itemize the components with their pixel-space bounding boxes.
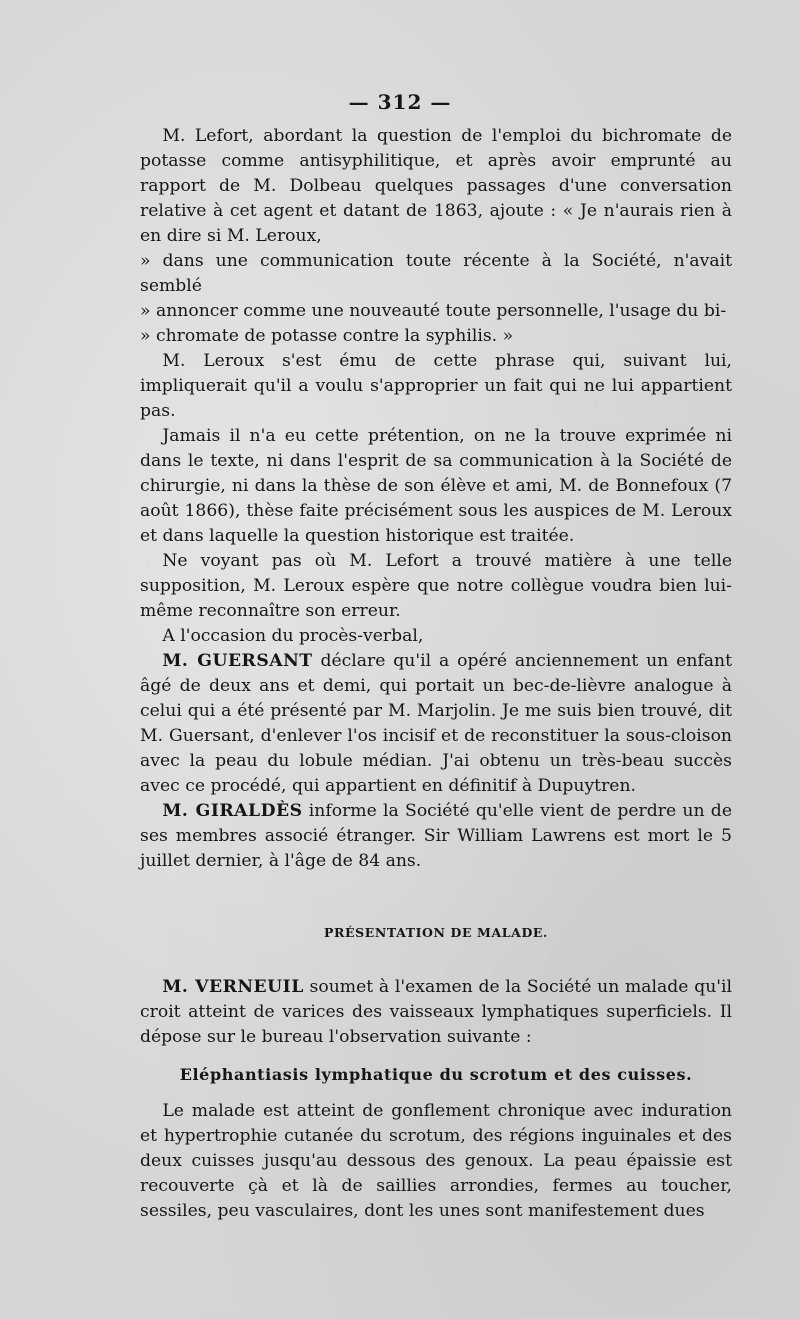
paragraph-guersant: [140, 649, 732, 799]
body-text: [140, 124, 732, 1224]
paragraph-verneuil: [140, 975, 732, 1050]
quote-line-3: » chromate de potasse contre la syphilis. »: [140, 326, 514, 346]
subsection-heading: Eléphantiasis lymphatique du scrotum et des cuisses.: [179, 1065, 693, 1084]
paragraph-leroux-pretention: Jamais il n'a eu cette prétention, on ne la trouve exprimée ni dans le texte, ni dans l'esprit de sa communication à la Société de chirurgie, ni dans la thèse de son élève et ami, M. de Bonnefoux (7 août 1866), thèse faite précisément sous les auspices de M. Leroux et dans laquelle la question historique est traitée.: [140, 426, 732, 546]
paragraph-giraldes: [140, 799, 732, 874]
paragraph-verneuil-text: soumet à l'examen de la Société un malade qu'il croit atteint de varices des vaisseaux lymphatiques superficiels. Il dépose sur le bureau l'observation suivante :: [140, 977, 733, 1047]
section-heading: PRÉSENTATION DE MALADE.: [323, 925, 548, 940]
speaker-guersant: M. GUERSANT: [162, 651, 313, 671]
paragraph-observation: Le malade est atteint de gonflement chronique avec induration et hypertrophie cutanée du scrotum, des régions inguinales et des deux cuisses jusqu'au dessous des genoux. La peau épaissie est recouverte çà et là de saillies arrondies, fermes au toucher, sessiles, peu vasculaires, dont les unes sont manifestement dues: [140, 1101, 732, 1221]
paragraph-giraldes-text: informe la Société qu'elle vient de perdre un de ses membres associé étranger. Sir William Lawrens est mort le 5 juillet dernier, à l'âge de 84 ans.: [140, 801, 732, 871]
speaker-giraldes: M. GIRALDÈS: [162, 801, 303, 821]
page-number: — 312 —: [348, 90, 452, 114]
quote-line-2: » annoncer comme une nouveauté toute personnelle, l'usage du bi-: [140, 301, 727, 321]
paragraph-leroux-reaction: M. Leroux s'est ému de cette phrase qui, suivant lui, impliquerait qu'il a voulu s'approprier un fait qui ne lui appartient pas.: [140, 351, 732, 421]
paragraph-lefort-text: M. Lefort, abordant la question de l'emploi du bichromate de potasse comme antisyphilitique, et après avoir emprunté au rapport de M. Dolbeau quelques passages d'une conversation relative à cet agent et datant de 1863, ajoute : « Je n'aurais rien à en dire si M. Leroux,: [140, 126, 732, 246]
speaker-verneuil: M. VERNEUIL: [162, 977, 304, 997]
paragraph-guersant-text: déclare qu'il a opéré anciennement un enfant âgé de deux ans et demi, qui portait un bec-de-lièvre analogue à celui qui a été présenté par M. Marjolin. Je me suis bien trouvé, dit M. Guersant, d'enlever l'os incisif et de reconstituer la sous-cloison avec la peau du lobule médian. J'ai obtenu un très-beau succès avec ce procédé, qui appartient en définitif à Dupuytren.: [140, 651, 732, 796]
paragraph-leroux-erreur: Ne voyant pas où M. Lefort a trouvé matière à une telle supposition, M. Leroux espère que notre collègue voudra bien lui-même reconnaître son erreur.: [140, 551, 732, 621]
paragraph-proces-verbal: A l'occasion du procès-verbal,: [162, 626, 424, 646]
paragraph-lefort: [140, 124, 732, 349]
quote-line-1: » dans une communication toute récente à la Société, n'avait semblé: [140, 251, 732, 296]
